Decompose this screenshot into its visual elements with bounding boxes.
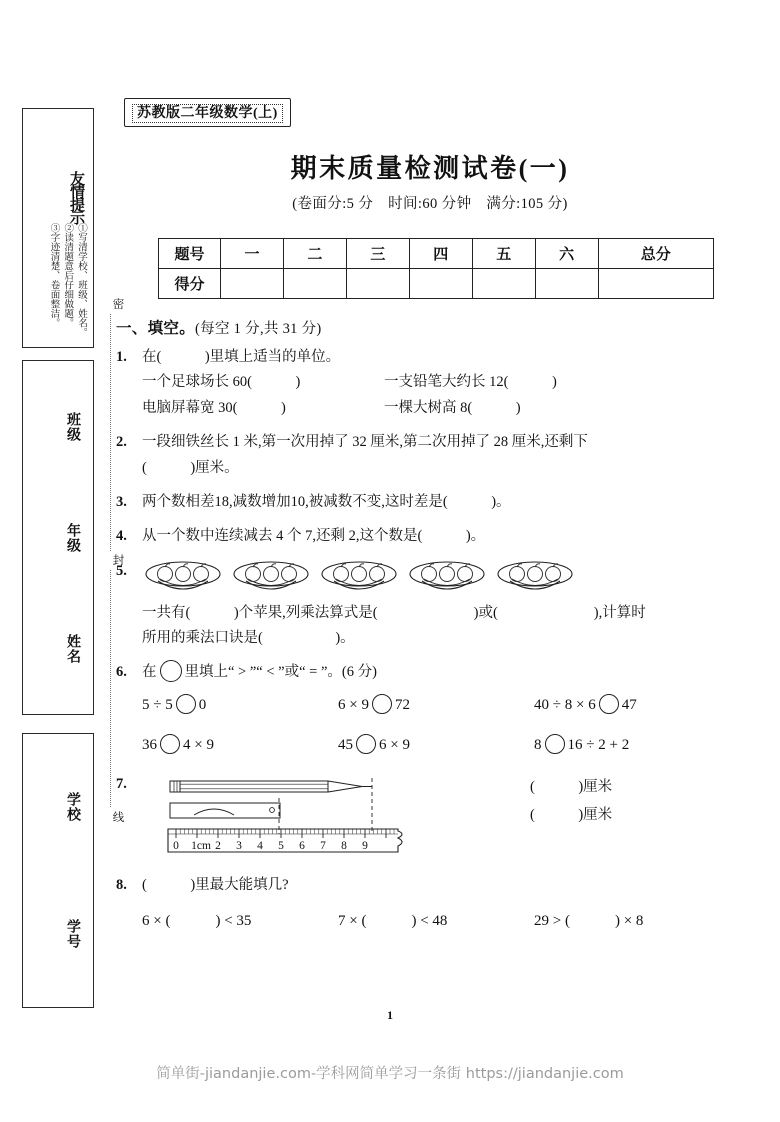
answer-circle[interactable]: [545, 734, 565, 754]
answer-circle[interactable]: [372, 694, 392, 714]
question-3: [116, 490, 736, 515]
comparison-item: [534, 732, 730, 758]
comparison-item: [142, 732, 338, 758]
ruler-icon: [168, 829, 402, 852]
ruler-label: 8: [341, 840, 347, 853]
comparison-left: 5 ÷ 5: [142, 696, 173, 713]
score-table-row-label: 得分: [159, 269, 221, 299]
ruler-label: 5: [278, 840, 284, 853]
pencil-icon: [170, 781, 372, 792]
question-1-item: 电脑屏幕宽 30( ): [142, 399, 286, 416]
field-student-id-label: 学号: [65, 918, 80, 949]
school-field-group: [56, 744, 87, 997]
comparison-item: [338, 732, 534, 758]
field-name[interactable]: [61, 593, 82, 704]
answer-circle[interactable]: [356, 734, 376, 754]
comparison-right: 47: [621, 696, 637, 713]
question-5-line-2: 所用的乘法口诀是( )。: [142, 630, 355, 646]
page-title: 期末质量检测试卷(一): [290, 154, 570, 183]
score-cell[interactable]: [346, 269, 409, 299]
score-table: [158, 238, 714, 299]
question-number: 7.: [116, 776, 127, 793]
section-points: (每空 1 分,共 31 分): [195, 321, 322, 337]
question-2-line-2: ( )厘米。: [142, 459, 239, 476]
ruler-label: 1cm: [191, 840, 211, 853]
comparison-row: [142, 732, 736, 758]
tip-item: ③字迹清楚、卷面整洁。: [48, 223, 59, 328]
ruler-label: 0: [173, 840, 179, 853]
page-number: 1: [387, 1008, 393, 1022]
field-grade-label: 年级: [65, 522, 80, 553]
question-1-row: [142, 370, 736, 395]
score-cell[interactable]: [221, 269, 284, 299]
question-number: 3.: [116, 493, 127, 510]
score-cell[interactable]: [409, 269, 472, 299]
footer-watermark: 简单街-jiandanjie.com-学科网简单学习一条街 https://jiandanjie.com: [156, 1066, 624, 1082]
question-8-item: 29 > ( ) × 8: [534, 912, 644, 929]
question-7-answer-blanks: [530, 774, 612, 829]
comparison-left: 8: [534, 737, 542, 753]
score-cell[interactable]: [598, 269, 713, 299]
field-school-label: 学校: [65, 792, 80, 823]
question-number: 5.: [116, 562, 127, 579]
field-student-id[interactable]: [61, 871, 82, 998]
question-5-part-a: 一共有( )个苹果,列乘法算式是(: [142, 604, 378, 621]
comparison-row: [142, 692, 736, 718]
question-1-item: 一支铅笔大约长 12( ): [384, 374, 557, 391]
friendly-tips-title: 友情提示: [68, 171, 84, 223]
score-table-col-header: 四: [409, 239, 472, 269]
comparison-right: 4 × 9: [183, 737, 214, 753]
section-heading-fill-in-blanks: [116, 316, 736, 338]
tip-item: ②读清题意后仔细做题。: [62, 223, 73, 328]
seal-mark-xian: 线: [110, 808, 126, 826]
ruler-label: 9: [362, 840, 368, 853]
question-1-item: 一个足球场长 60( ): [142, 374, 301, 391]
question-5-line-1: [142, 601, 736, 626]
answer-circle[interactable]: [176, 694, 196, 714]
question-number: 6.: [116, 664, 127, 681]
score-table-col-header: 总分: [598, 239, 713, 269]
score-cell[interactable]: [535, 269, 598, 299]
ruler-label: 3: [236, 840, 242, 853]
question-8: [116, 873, 736, 934]
question-6-stem: [142, 660, 736, 685]
comparison-right: 0: [198, 696, 207, 713]
question-1-stem: 在( )里填上适当的单位。: [142, 349, 341, 365]
question-6-comparison-grid: [142, 692, 736, 759]
question-3-text: 两个数相差18,减数增加10,被减数不变,这时差是( )。: [142, 493, 511, 510]
question-8-item: 6 × ( ) < 35: [142, 912, 252, 929]
score-cell[interactable]: [472, 269, 535, 299]
class-info-box: [22, 360, 94, 715]
comparison-right: 72: [394, 696, 410, 713]
question-6-stem-a: 在: [142, 664, 157, 681]
eraser-icon: [170, 803, 280, 818]
comparison-item: [338, 692, 534, 718]
question-7: [116, 772, 736, 864]
answer-blank-line[interactable]: ( )厘米: [530, 806, 613, 823]
textbook-version-badge: [124, 98, 291, 127]
score-table-col-header: 一: [221, 239, 284, 269]
question-2: [116, 430, 736, 481]
ruler-label: 6: [299, 840, 305, 853]
ruler-label: 2: [215, 840, 221, 853]
table-row: [159, 239, 714, 269]
score-table-row-label: 题号: [159, 239, 221, 269]
field-school[interactable]: [61, 744, 82, 871]
score-table-col-header: 六: [535, 239, 598, 269]
ruler-label: 7: [320, 840, 326, 853]
score-table-col-header: 二: [283, 239, 346, 269]
answer-blank-line[interactable]: ( )厘米: [530, 779, 613, 796]
question-number: 8.: [116, 877, 127, 894]
comparison-right: 6 × 9: [379, 737, 410, 753]
school-info-box: [22, 733, 94, 1008]
textbook-version-label: 苏教版二年级数学(上): [132, 104, 283, 123]
pencil-eraser-ruler-figure: [166, 772, 526, 864]
question-6: [116, 660, 736, 758]
comparison-left: 40 ÷ 8 × 6: [534, 696, 596, 713]
comparison-item: [142, 692, 338, 718]
question-1: [116, 345, 736, 421]
section-heading-text: 一、填空。: [116, 320, 196, 337]
question-4: [116, 524, 736, 549]
plate-with-apples-icon: [320, 559, 398, 597]
answer-circle[interactable]: [160, 734, 180, 754]
question-2-line-1: 一段细铁丝长 1 米,第一次用掉了 32 厘米,第二次用掉了 28 厘米,还剩下: [142, 434, 588, 451]
comparison-left: 6 × 9: [338, 696, 369, 713]
question-number: 4.: [116, 528, 127, 545]
exam-body: [116, 316, 736, 943]
question-number: 2.: [116, 434, 127, 451]
seal-mark-mi: 密: [110, 295, 126, 313]
answer-circle[interactable]: [599, 694, 619, 714]
comparison-left: 36: [142, 737, 157, 753]
plate-with-apples-icon: [144, 559, 222, 597]
question-number: 1.: [116, 349, 127, 365]
plate-with-apples-icon: [408, 559, 486, 597]
table-row: [159, 269, 714, 299]
field-grade[interactable]: [61, 482, 82, 593]
exam-meta-line: (卷面分:5 分 时间:60 分钟 满分:105 分): [292, 196, 568, 212]
question-7-figure-area: [142, 772, 736, 864]
comparison-item: [534, 692, 730, 718]
question-8-stem: ( )里最大能填几?: [142, 877, 289, 894]
score-cell[interactable]: [283, 269, 346, 299]
field-name-label: 姓名: [65, 633, 80, 664]
plate-with-apples-icon: [496, 559, 574, 597]
question-1-item: 一棵大树高 8( ): [384, 399, 521, 416]
question-8-items: [142, 908, 736, 934]
ruler-label: 4: [257, 840, 263, 853]
question-5-part-b: )或(: [473, 604, 498, 621]
friendly-tips-list: [46, 223, 87, 337]
plate-with-apples-icon: [232, 559, 310, 597]
apple-plates-figure: [144, 559, 736, 597]
question-1-row: [142, 396, 736, 421]
field-class-label: 班级: [65, 411, 80, 442]
question-8-item: 7 × ( ) < 48: [338, 912, 448, 929]
question-5-part-c: ),计算时: [593, 604, 646, 621]
field-class[interactable]: [61, 371, 82, 482]
comparison-right: 16 ÷ 2 + 2: [567, 737, 630, 753]
score-table-col-header: 五: [472, 239, 535, 269]
tip-item: ①写清学校、班级、姓名。: [76, 223, 86, 337]
question-4-text: 从一个数中连续减去 4 个 7,还剩 2,这个数是( )。: [142, 528, 486, 545]
score-table-col-header: 三: [346, 239, 409, 269]
class-field-group: [56, 371, 87, 704]
question-5: [116, 559, 736, 652]
answer-circle[interactable]: [160, 660, 182, 682]
comparison-left: 45: [338, 737, 353, 753]
seal-mark-feng: 封: [110, 551, 126, 569]
friendly-tips-box: [22, 108, 94, 348]
question-6-stem-b: 里填上“ > ”“ < ”或“ = ”。(6 分): [184, 664, 377, 681]
